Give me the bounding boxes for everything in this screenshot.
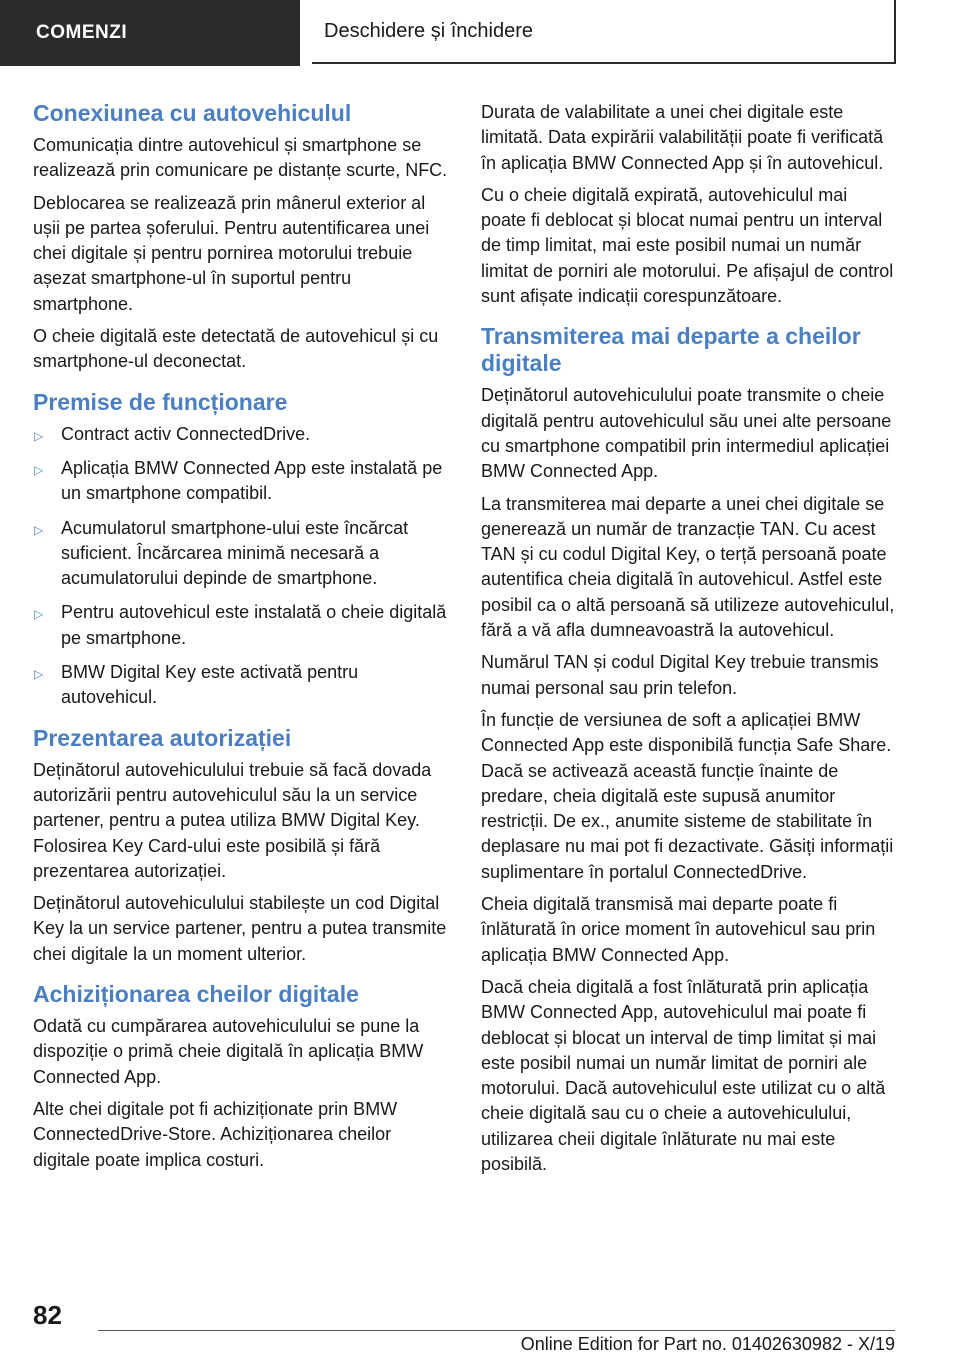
paragraph: Dacă cheia digitală a fost înlăturată prin aplicația BMW Connected App, autovehiculul mai poate fi deblocat și blocat un interval de timp limitat și mai este posibil numai un număr limitat de porniri ale motorului. Dacă autovehiculul este utilizat cu o altă cheie digitală sau cu o cheie a autovehiculului, utilizarea cheii digitale înlăturate nu mai este posibilă. <box>481 976 886 1174</box>
paragraph: Numărul TAN și codul Digital Key trebuie transmis numai personal sau prin telefon. <box>481 652 879 698</box>
right-column <box>481 100 897 1184</box>
list-item <box>33 516 449 592</box>
section-title-box <box>312 0 896 64</box>
section-conexiune <box>33 100 449 375</box>
section-title: Deschidere și închidere <box>324 19 533 42</box>
list-item-text: Pentru autovehicul este instalată o cheie digitală pe smartphone. <box>61 602 447 648</box>
list-item <box>33 456 449 507</box>
heading-conexiune: Conexiunea cu autovehiculul <box>33 100 352 126</box>
section-premise <box>33 389 449 711</box>
chapter-tab <box>0 0 300 66</box>
paragraph: Cu o cheie digitală expirată, autovehiculul mai poate fi deblocat și blocat numai pentru un interval de timp limitat, mai este posibil numai un număr limitat de porniri ale motorului. Pe afișajul de control sunt afișate indicații corespunzătoare. <box>481 184 894 307</box>
list-item <box>33 600 449 651</box>
triangle-right-icon: ▷ <box>34 462 44 477</box>
paragraph: Odată cu cumpărarea autovehiculului se pune la dispoziție o primă cheie digitală în aplicația BMW Connected App. <box>33 1016 424 1087</box>
paragraph: Comunicația dintre autovehicul și smartphone se realizează prin comunicare pe distanțe scurte, NFC. <box>33 135 448 181</box>
paragraph: Durata de valabilitate a unei chei digitale este limitată. Data expirării valabilității poate fi verificată în aplicația BMW Connected App și în autovehicul. <box>481 102 884 173</box>
section-valabilitate <box>481 100 897 309</box>
paragraph: Deținătorul autovehiculului poate transmite o cheie digitală pentru autovehiculul său unei alte persoane cu smartphone compatibil prin intermediul aplicației BMW Connected App. <box>481 385 892 482</box>
list-item-text: Acumulatorul smartphone-ului este încărcat suficient. Încărcarea minimă necesară a acumulatorului depinde de smartphone. <box>61 517 409 589</box>
page-header <box>0 0 960 66</box>
left-column <box>33 100 449 1180</box>
paragraph: O cheie digitală este detectată de autovehicul și cu smartphone-ul deconectat. <box>33 326 439 372</box>
paragraph: Deblocarea se realizează prin mânerul exterior al ușii pe partea șoferului. Pentru autentificarea unei chei digitale și pentru pornirea motorului trebuie așezat smartphone-ul în suportul pentru smartphone. <box>33 192 430 314</box>
heading-prezentarea: Prezentarea autorizației <box>33 724 292 751</box>
triangle-right-icon: ▷ <box>34 522 44 537</box>
paragraph: În funcție de versiunea de soft a aplicației BMW Connected App este disponibilă funcția Safe Share. Dacă se activează această funcție înainte de predare, cheia digitală este supusă anumitor restricții. De ex., anumite sisteme de stabilitate în deplasare nu mai pot fi dezactivate. Găsiți informații suplimentare în portalul ConnectedDrive. <box>481 709 894 882</box>
paragraph: Deținătorul autovehiculului stabilește un cod Digital Key la un service partener, pentru a putea transmite chei digitale la un moment ulterior. <box>33 893 447 964</box>
paragraph: Alte chei digitale pot fi achiziționate prin BMW ConnectedDrive-Store. Achiziționarea cheilor digitale poate implica costuri. <box>33 1098 398 1170</box>
page-number: 82 <box>33 1300 62 1330</box>
section-prezentarea <box>33 725 449 967</box>
heading-premise: Premise de funcționare <box>33 388 288 415</box>
section-transmiterea <box>481 323 897 1177</box>
list-item <box>33 660 449 711</box>
section-achizitionarea <box>33 981 449 1173</box>
paragraph: Deținătorul autovehiculului trebuie să facă dovada autorizării pentru autovehiculul său la un service partener, pentru a putea utiliza BMW Digital Key. Folosirea Key Card-ului este posibilă și fără prezentarea autorizației. <box>33 759 432 881</box>
list-item-text: Contract activ ConnectedDrive. <box>61 423 311 444</box>
list-item-text: BMW Digital Key este activată pentru autovehicul. <box>61 662 359 708</box>
list-item-text: Aplicația BMW Connected App este instalată pe un smartphone compatibil. <box>61 457 443 504</box>
triangle-right-icon: ▷ <box>34 607 44 622</box>
triangle-right-icon: ▷ <box>34 428 44 443</box>
triangle-right-icon: ▷ <box>34 667 44 682</box>
list-item <box>33 422 449 447</box>
edition-footer: Online Edition for Part no. 01402630982 - X/19 <box>520 1334 895 1354</box>
paragraph: Cheia digitală transmisă mai departe poate fi înlăturată în orice moment în autovehicul sau prin aplicația BMW Connected App. <box>481 894 876 965</box>
paragraph: La transmiterea mai departe a unei chei digitale se generează un număr de tranzacție TAN. Cu acest TAN și cu codul Digital Key, o terță persoană poate autentifica cheia digitală în autovehicul. Astfel este posibil ca o altă persoană să utilizeze autovehiculul, fără a vă afla dumneavoastră la autovehicul. <box>481 493 895 641</box>
heading-achizitionarea: Achiziționarea cheilor digitale <box>33 981 359 1008</box>
heading-transmiterea: Transmiterea mai departe a cheilor digitale <box>481 323 861 377</box>
footer-divider <box>98 1330 895 1331</box>
requirements-list <box>33 422 449 711</box>
chapter-tab-label: COMENZI <box>36 22 128 43</box>
